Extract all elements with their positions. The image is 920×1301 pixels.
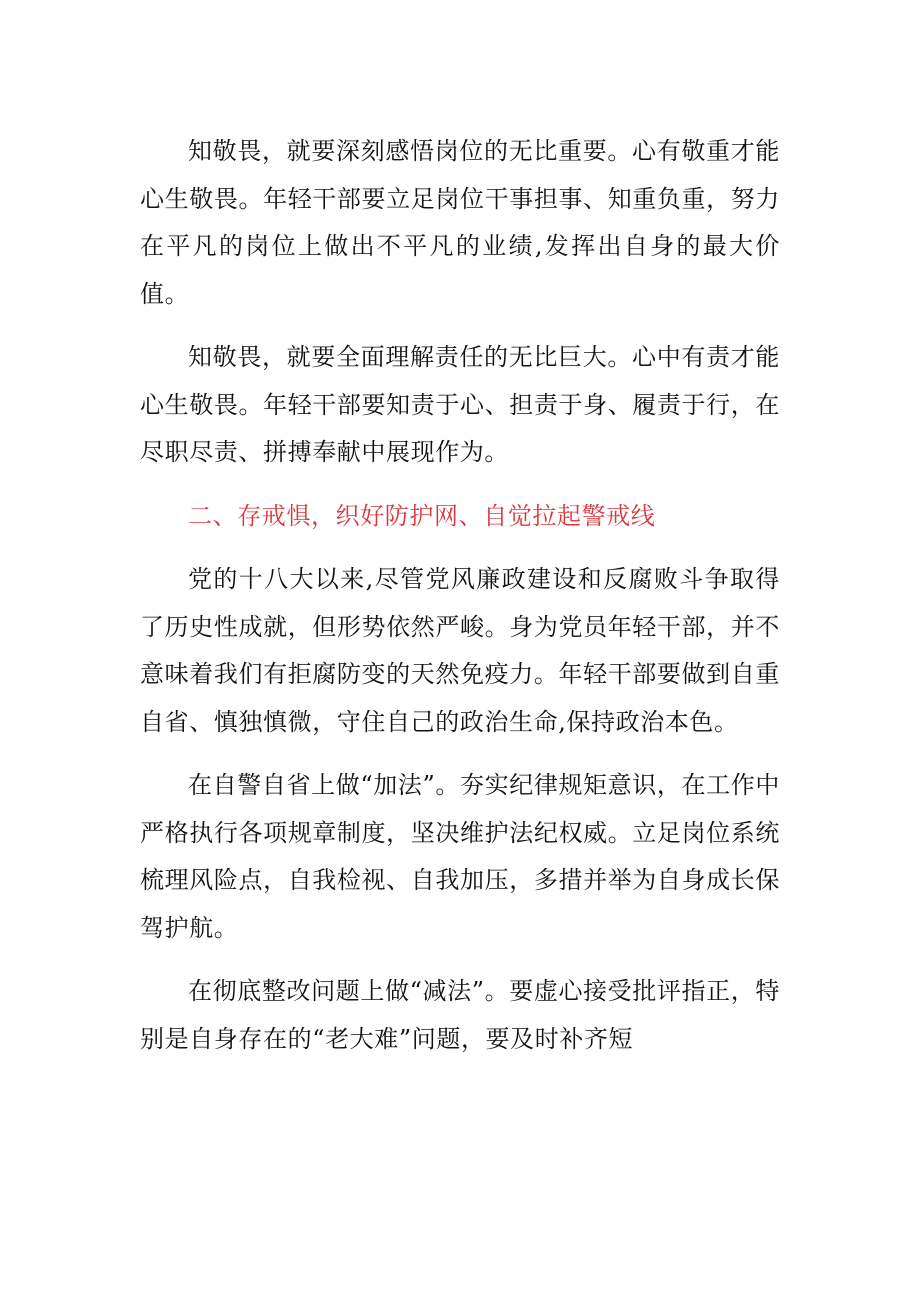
body-paragraph: 在自警自省上做“加法”。夯实纪律规矩意识，在工作中严格执行各项规章制度，坚决维护法纪权威。立足岗位系统梳理风险点，自我检视、自我加压，多措并举为自身成长保驾护航。 [140, 771, 780, 942]
document-body [140, 128, 780, 1079]
body-paragraph: 党的十八大以来,尽管党风廉政建设和反腐败斗争取得了历史性成就，但形势依然严峻。身为党员年轻干部，并不意味着我们有拒腐防变的天然免疫力。年轻干部要做到自重自省、慎独慎微，守住自己的政治生命,保持政治本色。 [140, 565, 780, 736]
body-paragraph: 知敬畏，就要全面理解责任的无比巨大。心中有责才能心生敬畏。年轻干部要知责于心、担责于身、履责于行，在尽职尽责、拼搏奉献中展现作为。 [140, 343, 780, 466]
section-heading: 二、存戒惧，织好防护网、自觉拉起警戒线 [188, 501, 656, 530]
body-paragraph: 在彻底整改问题上做“减法”。要虚心接受批评指正，特别是自身存在的“老大难”问题，要及时补齐短 [140, 977, 780, 1053]
body-paragraph: 知敬畏，就要深刻感悟岗位的无比重要。心有敬重才能心生敬畏。年轻干部要立足岗位干事担事、知重负重，努力在平凡的岗位上做出不平凡的业绩,发挥出自身的最大价值。 [140, 137, 780, 308]
